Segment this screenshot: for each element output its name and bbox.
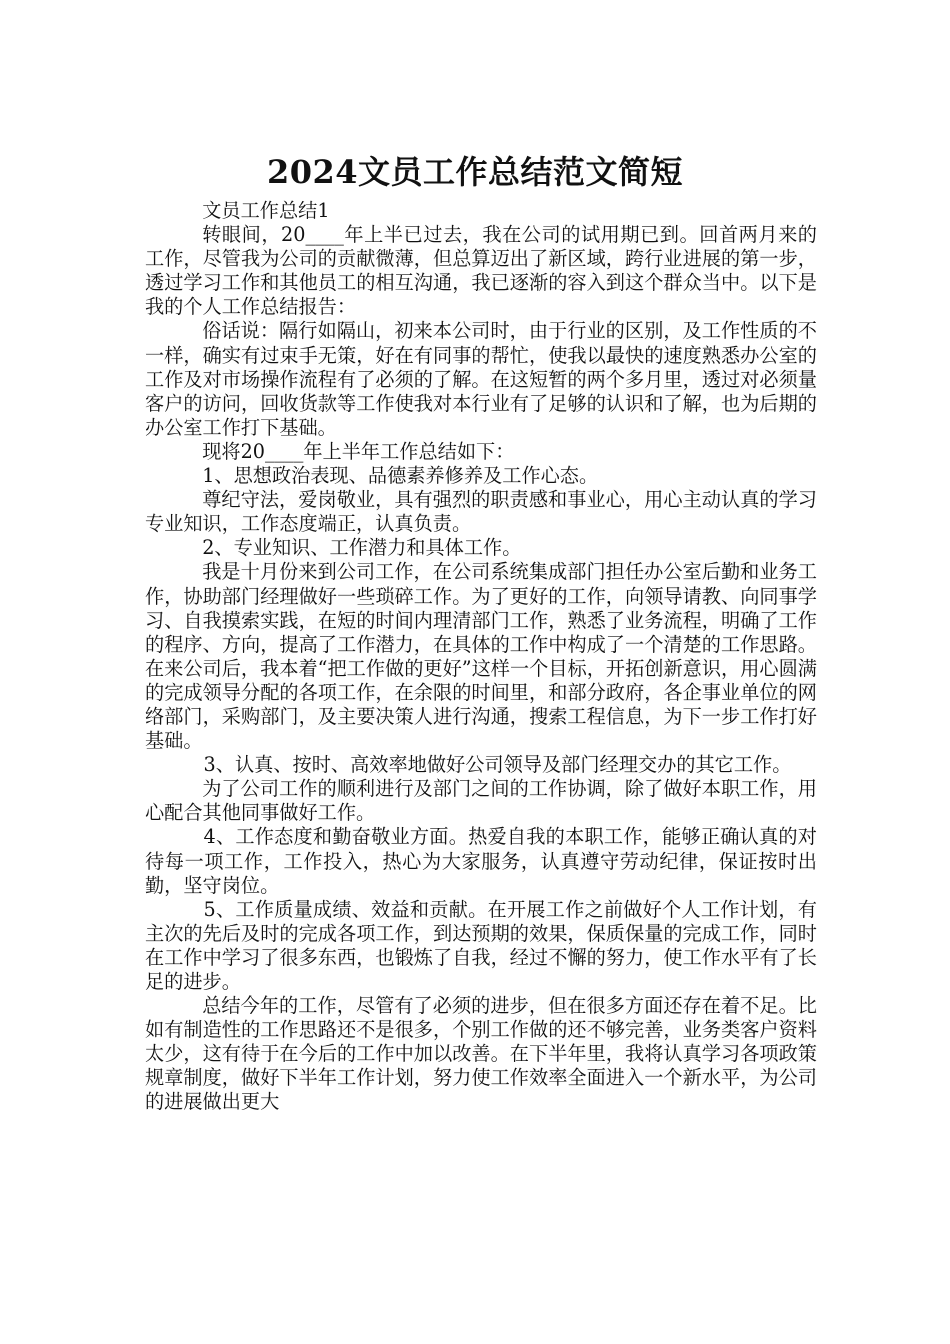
body-paragraph: 现将20____年上半年工作总结如下： bbox=[202, 439, 515, 463]
document-title: 2024文员工作总结范文简短 bbox=[266, 153, 684, 192]
list-heading: 3、认真、按时、高效率地做好公司领导及部门经理交办的其它工作。 bbox=[203, 753, 792, 777]
body-paragraph: 我是十月份来到公司工作，在公司系统集成部门担任办公室后勤和业务工作，协助部门经理做好一些琐碎工作。为了更好的工作，向领导请教、向同事学习、自我摸索实践，在短的时间内理清部门工作，熟悉了业务流程，明确了工作的程序、方向，提高了工作潜力，在具体的工作中构成了一个清楚的工作思路。在来公司后，我本着“把工作做的更好”这样一个目标，开拓创新意识，用心圆满的完成领导分配的各项工作，在余限的时间里，和部分政府，各企事业单位的网络部门，采购部门，及主要决策人进行沟通，搜索工程信息，为下一步工作打好基础。 bbox=[145, 560, 817, 753]
list-heading: 1、思想政治表现、品德素养修养及工作心态。 bbox=[202, 464, 599, 488]
document-body bbox=[145, 199, 817, 1115]
body-paragraph: 转眼间，20____年上半已过去，我在公司的试用期已到。回首两月来的工作，尽管我为公司的贡献微薄，但总算迈出了新区域，跨行业进展的第一步，透过学习工作和其他员工的相互沟通，我已逐渐的容入到这个群众当中。以下是我的个人工作总结报告： bbox=[145, 223, 817, 319]
body-paragraph: 5、工作质量成绩、效益和贡献。在开展工作之前做好个人工作计划，有主次的先后及时的完成各项工作，到达预期的效果，保质保量的完成工作，同时在工作中学习了很多东西，也锻炼了自我，经过不懈的努力，使工作水平有了长足的进步。 bbox=[145, 897, 817, 993]
body-paragraph: 总结今年的工作，尽管有了必须的进步，但在很多方面还存在着不足。比如有制造性的工作思路还不是很多，个别工作做的还不够完善，业务类客户资料太少，这有待于在今后的工作中加以改善。在下半年里，我将认真学习各项政策规章制度，做好下半年工作计划，努力使工作效率全面进入一个新水平，为公司的进展做出更大 bbox=[145, 994, 817, 1114]
list-heading: 2、专业知识、工作潜力和具体工作。 bbox=[202, 536, 522, 560]
body-paragraph: 4、工作态度和勤奋敬业方面。热爱自我的本职工作，能够正确认真的对待每一项工作，工作投入，热心为大家服务，认真遵守劳动纪律，保证按时出勤，坚守岗位。 bbox=[145, 825, 817, 897]
section-heading: 文员工作总结1 bbox=[202, 199, 330, 222]
body-paragraph: 尊纪守法，爱岗敬业，具有强烈的职责感和事业心，用心主动认真的学习专业知识，工作态度端正，认真负责。 bbox=[145, 488, 817, 536]
body-paragraph: 俗话说：隔行如隔山，初来本公司时，由于行业的区别，及工作性质的不一样，确实有过束手无策，好在有同事的帮忙，使我以最快的速度熟悉办公室的工作及对市场操作流程有了必须的了解。在这短暂的两个多月里，透过对必须量客户的访问，回收货款等工作使我对本行业有了足够的认识和了解，也为后期的办公室工作打下基础。 bbox=[145, 319, 817, 439]
body-paragraph: 为了公司工作的顺利进行及部门之间的工作协调，除了做好本职工作，用心配合其他同事做好工作。 bbox=[145, 777, 817, 825]
